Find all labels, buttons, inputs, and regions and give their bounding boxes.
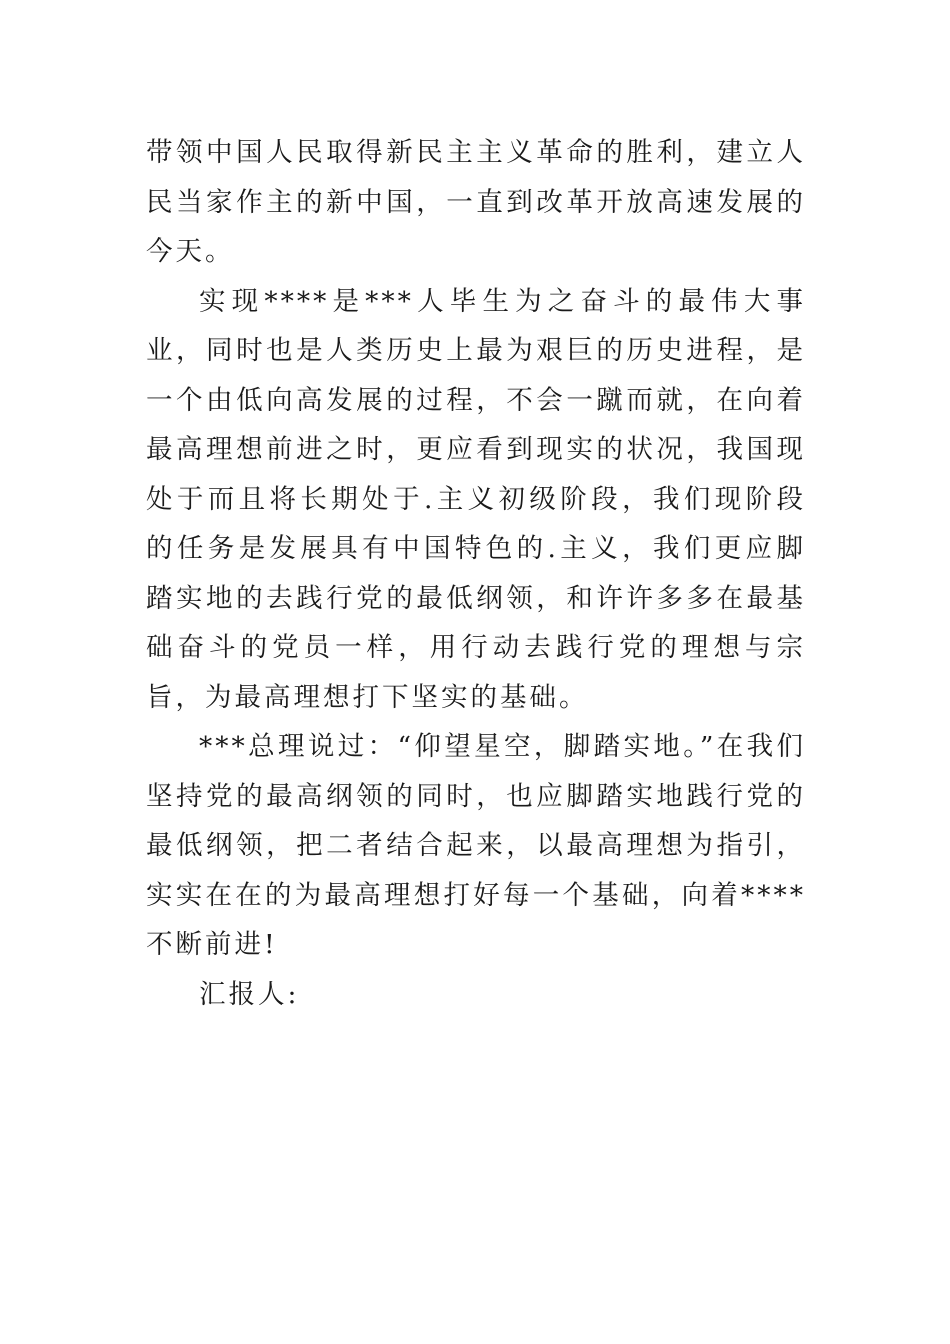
- reporter-signature-line: 汇报人:: [199, 978, 300, 1010]
- paragraph-quote: ***总理说过：“仰望星空，脚踏实地。”在我们坚持党的最高纲领的同时，也应脚踏实地践行党的最低纲领，把二者结合起来，以最高理想为指引，实实在在的为最高理想打好每一个基础，向着****不断前进!: [146, 731, 806, 960]
- paragraph-continuation: 带领中国人民取得新民主主义革命的胜利，建立人民当家作主的新中国，一直到改革开放高速发展的今天。: [146, 137, 806, 267]
- document-body: [146, 128, 806, 1019]
- paragraph-ideal: 实现****是***人毕生为之奋斗的最伟大事业，同时也是人类历史上最为艰巨的历史进程，是一个由低向高发展的过程，不会一蹴而就，在向着最高理想前进之时，更应看到现实的状况，我国现处于而且将长期处于.主义初级阶段，我们现阶段的任务是发展具有中国特色的.主义，我们更应脚踏实地的去践行党的最低纲领，和许许多多在最基础奋斗的党员一样，用行动去践行党的理想与宗旨，为最高理想打下坚实的基础。: [146, 285, 806, 713]
